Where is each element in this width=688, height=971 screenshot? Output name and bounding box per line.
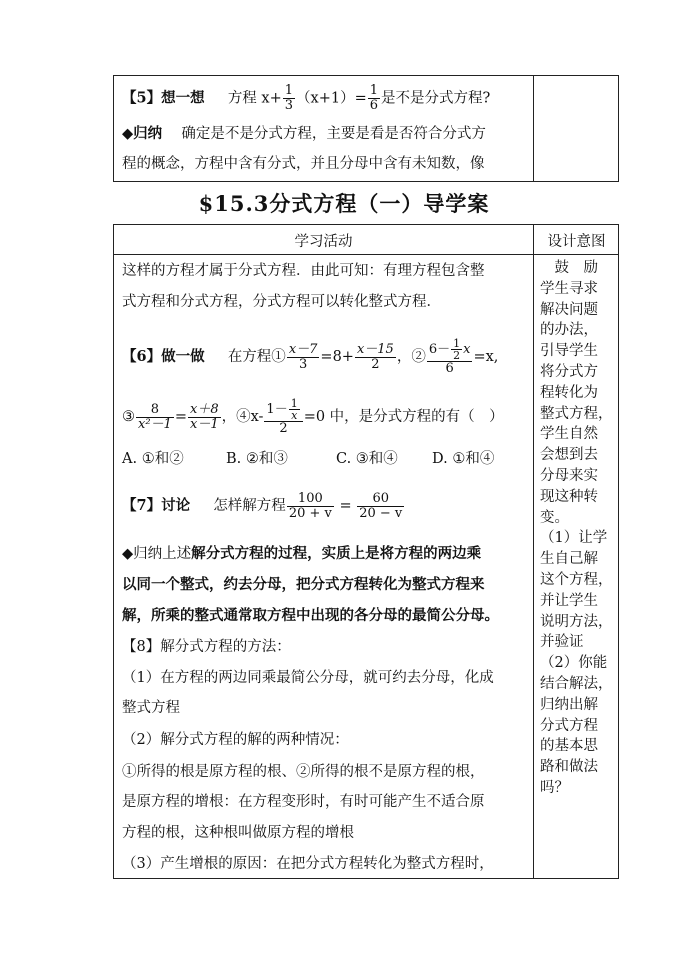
q6-line-2 <box>122 395 504 439</box>
eq1-mid: =8+ <box>320 349 354 365</box>
design-intent-line: 鼓 励 <box>540 260 598 276</box>
summary-text-1: 解分式方程的过程，实质上是将方程的两边乘 <box>191 545 482 562</box>
q5-label: 【5】想一想 <box>122 89 205 107</box>
design-intent-line: 的办法， <box>540 322 598 339</box>
main-table-header-line <box>113 254 619 255</box>
design-intent-line: 结合解法， <box>540 675 613 692</box>
step-2-c: 方程的根，这种根叫做原方程的增根 <box>122 825 354 841</box>
eq3-frac-2: $\frac{x+8}{x-1}$ <box>189 401 219 432</box>
q5-frac-1: $\frac{1}{3}$ <box>284 83 294 113</box>
eq3-frac-1: $\frac{8}{\text{x²－1}}$ <box>138 401 172 432</box>
design-intent-line: （1）让学 <box>540 530 608 547</box>
design-intent-line: （2）你能 <box>540 655 608 672</box>
step-2-a: ①所得的根是原方程的根、②所得的根不是原方程的根， <box>122 764 485 780</box>
summary-line-3: 解，所乘的整式通常取方程中出现的各分母的最简公分母。 <box>122 607 499 624</box>
main-table-divider <box>533 224 534 879</box>
header-design-intent: 设计意图 <box>547 234 606 250</box>
para-1: 这样的方程才属于分式方程．由此可知：有理方程包含整 <box>122 263 485 279</box>
design-intent-line: 的基本思 <box>540 738 598 755</box>
q6-post: =0 中，是分式方程的有（ ） <box>303 409 504 425</box>
summary-label: ◆归纳上述 <box>122 546 192 562</box>
design-intent-line: 将分式方 <box>540 363 598 380</box>
design-intent-line: 会想到去 <box>540 447 598 464</box>
design-intent-line: 这个方程， <box>540 571 613 588</box>
eq3-eq: = <box>174 409 187 425</box>
design-intent-line: 归纳出解 <box>540 696 598 713</box>
q7-eq: = <box>339 498 352 514</box>
design-intent-line: 分式方程 <box>540 717 598 734</box>
summary-line-1 <box>122 545 481 563</box>
q7-frac-2: $\frac{60}{20 - v}$ <box>359 490 403 521</box>
step-3: （3）产生增根的原因：在把分式方程转化为整式方程时， <box>122 856 494 872</box>
circ-3: ③ <box>122 409 135 425</box>
design-intent-line: 引导学生 <box>540 343 598 360</box>
q8-heading: 【8】解分式方程的方法： <box>122 639 291 655</box>
q6-pre: 在方程① <box>227 349 286 365</box>
design-intent-line: 现这种转 <box>540 488 598 505</box>
q6-options <box>122 450 494 468</box>
design-intent-line: 学生自然 <box>540 426 598 443</box>
page-title: $15.3分式方程（一）导学案 <box>198 191 490 216</box>
design-intent-line: 并验证 <box>540 634 584 651</box>
q5-post: 是不是分式方程? <box>381 90 491 107</box>
design-intent-line: 吗？ <box>540 779 569 796</box>
step-1-b: 整式方程 <box>122 700 180 716</box>
eq2-post: =x, <box>473 349 499 365</box>
q5-mid: （x+1）= <box>296 90 367 107</box>
q5-line <box>122 84 490 113</box>
q7-line <box>122 487 405 525</box>
guina-line-2: 程的概念，方程中含有分式，并且分母中含有未知数，像 <box>122 156 485 172</box>
guina-line-1 <box>122 125 486 143</box>
para-2: 式方程和分式方程，分式方程可以转化整式方程． <box>122 294 441 310</box>
q5-frac-2: $\frac{1}{6}$ <box>369 83 379 113</box>
top-table-divider <box>533 75 534 182</box>
design-intent-column <box>540 258 620 799</box>
design-intent-line: 学生寻求 <box>540 280 598 297</box>
design-intent-line: 程转化为 <box>540 384 598 401</box>
q7-label: 【7】讨论 <box>122 497 191 514</box>
header-learning-activity: 学习活动 <box>294 234 353 250</box>
eq2-frac: 6－ $\frac{1}{2}$ x 6 <box>428 337 471 376</box>
q7-pre: 怎样解方程 <box>213 498 286 514</box>
design-intent-line: 路和做法 <box>540 759 598 776</box>
step-2-b: 是原方程的增根：在方程变形时，有时可能产生不适合原 <box>122 794 485 810</box>
design-intent-line: 解决问题 <box>540 301 598 318</box>
eq4-frac: 1－ $\frac{1}{x}$ 2 <box>264 398 302 436</box>
eq1-frac: $\frac{x-7}{3}$ <box>288 341 318 372</box>
design-intent-line: 生自己解 <box>540 551 598 568</box>
summary-line-2: 以同一个整式，约去分母，把分式方程转化为整式方程来 <box>122 576 485 593</box>
guina-text-1: 确定是不是分式方程，主要是看是否符合分式方 <box>181 126 486 142</box>
design-intent-line: 整式方程， <box>540 405 613 422</box>
eq1-frac-2: $\frac{x-15}{2}$ <box>356 341 394 372</box>
design-intent-line: 变。 <box>540 509 569 526</box>
design-intent-line: 并让学生 <box>540 592 598 609</box>
q6-label: 【6】做一做 <box>122 348 205 365</box>
design-intent-line: 分母来实 <box>540 467 598 484</box>
q5-pre: 方程 x+ <box>227 90 282 107</box>
q6-line <box>122 335 498 379</box>
sep-2: ，④x- <box>221 409 264 425</box>
option-c: C. ③和④ <box>336 451 398 467</box>
option-d: D. ①和④ <box>432 451 495 467</box>
guina-label: ◆归纳 <box>122 125 163 142</box>
sep-1: ，② <box>396 349 426 365</box>
design-intent-line: 说明方法， <box>540 613 613 630</box>
step-1-a: （1）在方程的两边同乘最简公分母，就可约去分母，化成 <box>122 670 494 686</box>
option-a: A. ①和② <box>122 451 184 467</box>
q7-frac-1: $\frac{100}{20 + v}$ <box>288 490 332 521</box>
step-2: （2）解分式方程的解的两种情况： <box>122 732 349 748</box>
option-b: B. ②和③ <box>226 451 288 467</box>
